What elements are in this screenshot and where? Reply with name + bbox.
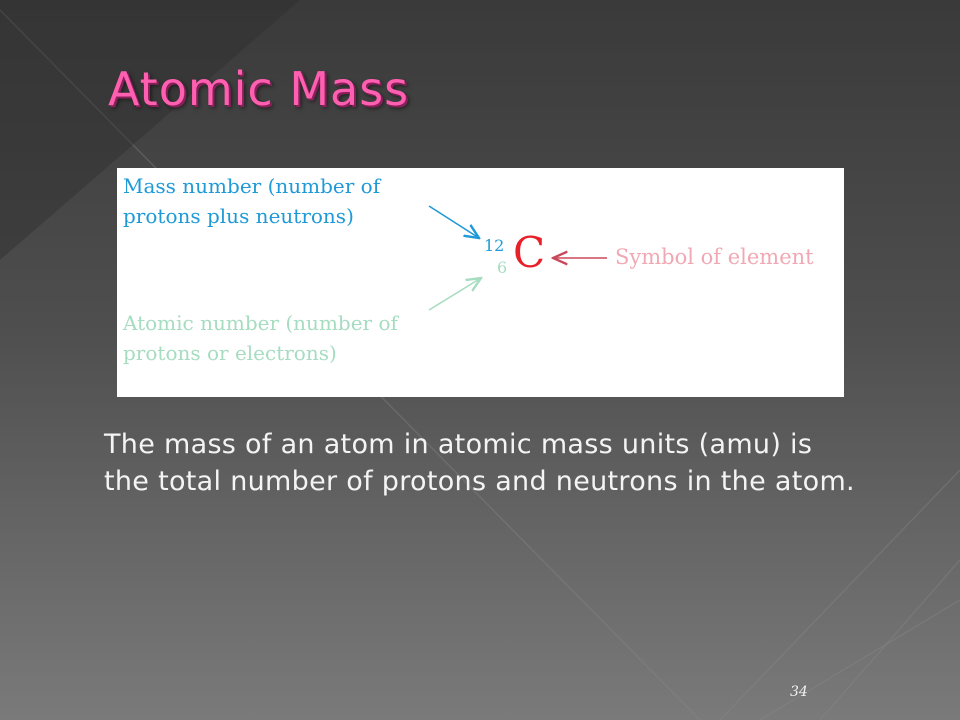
symbol-label: Symbol of element <box>615 245 814 269</box>
isotope-notation-figure <box>117 168 844 397</box>
slide-body-text: The mass of an atom in atomic mass units (amu) is the total number of protons and neutrons in the atom. <box>104 429 855 497</box>
mass-number: 12 <box>484 236 505 255</box>
mass-number-arrow <box>429 206 479 238</box>
atomic-number-label: Atomic number (number of protons or electrons) <box>123 311 398 365</box>
slide-title: Atomic Mass <box>108 62 410 116</box>
figure-arrows <box>117 168 844 397</box>
atomic-number-arrow <box>429 278 481 310</box>
atomic-number: 6 <box>497 258 508 277</box>
page-number: 34 <box>790 684 808 700</box>
mass-number-label: Mass number (number of protons plus neutrons) <box>123 174 381 228</box>
element-symbol: C <box>513 228 546 277</box>
